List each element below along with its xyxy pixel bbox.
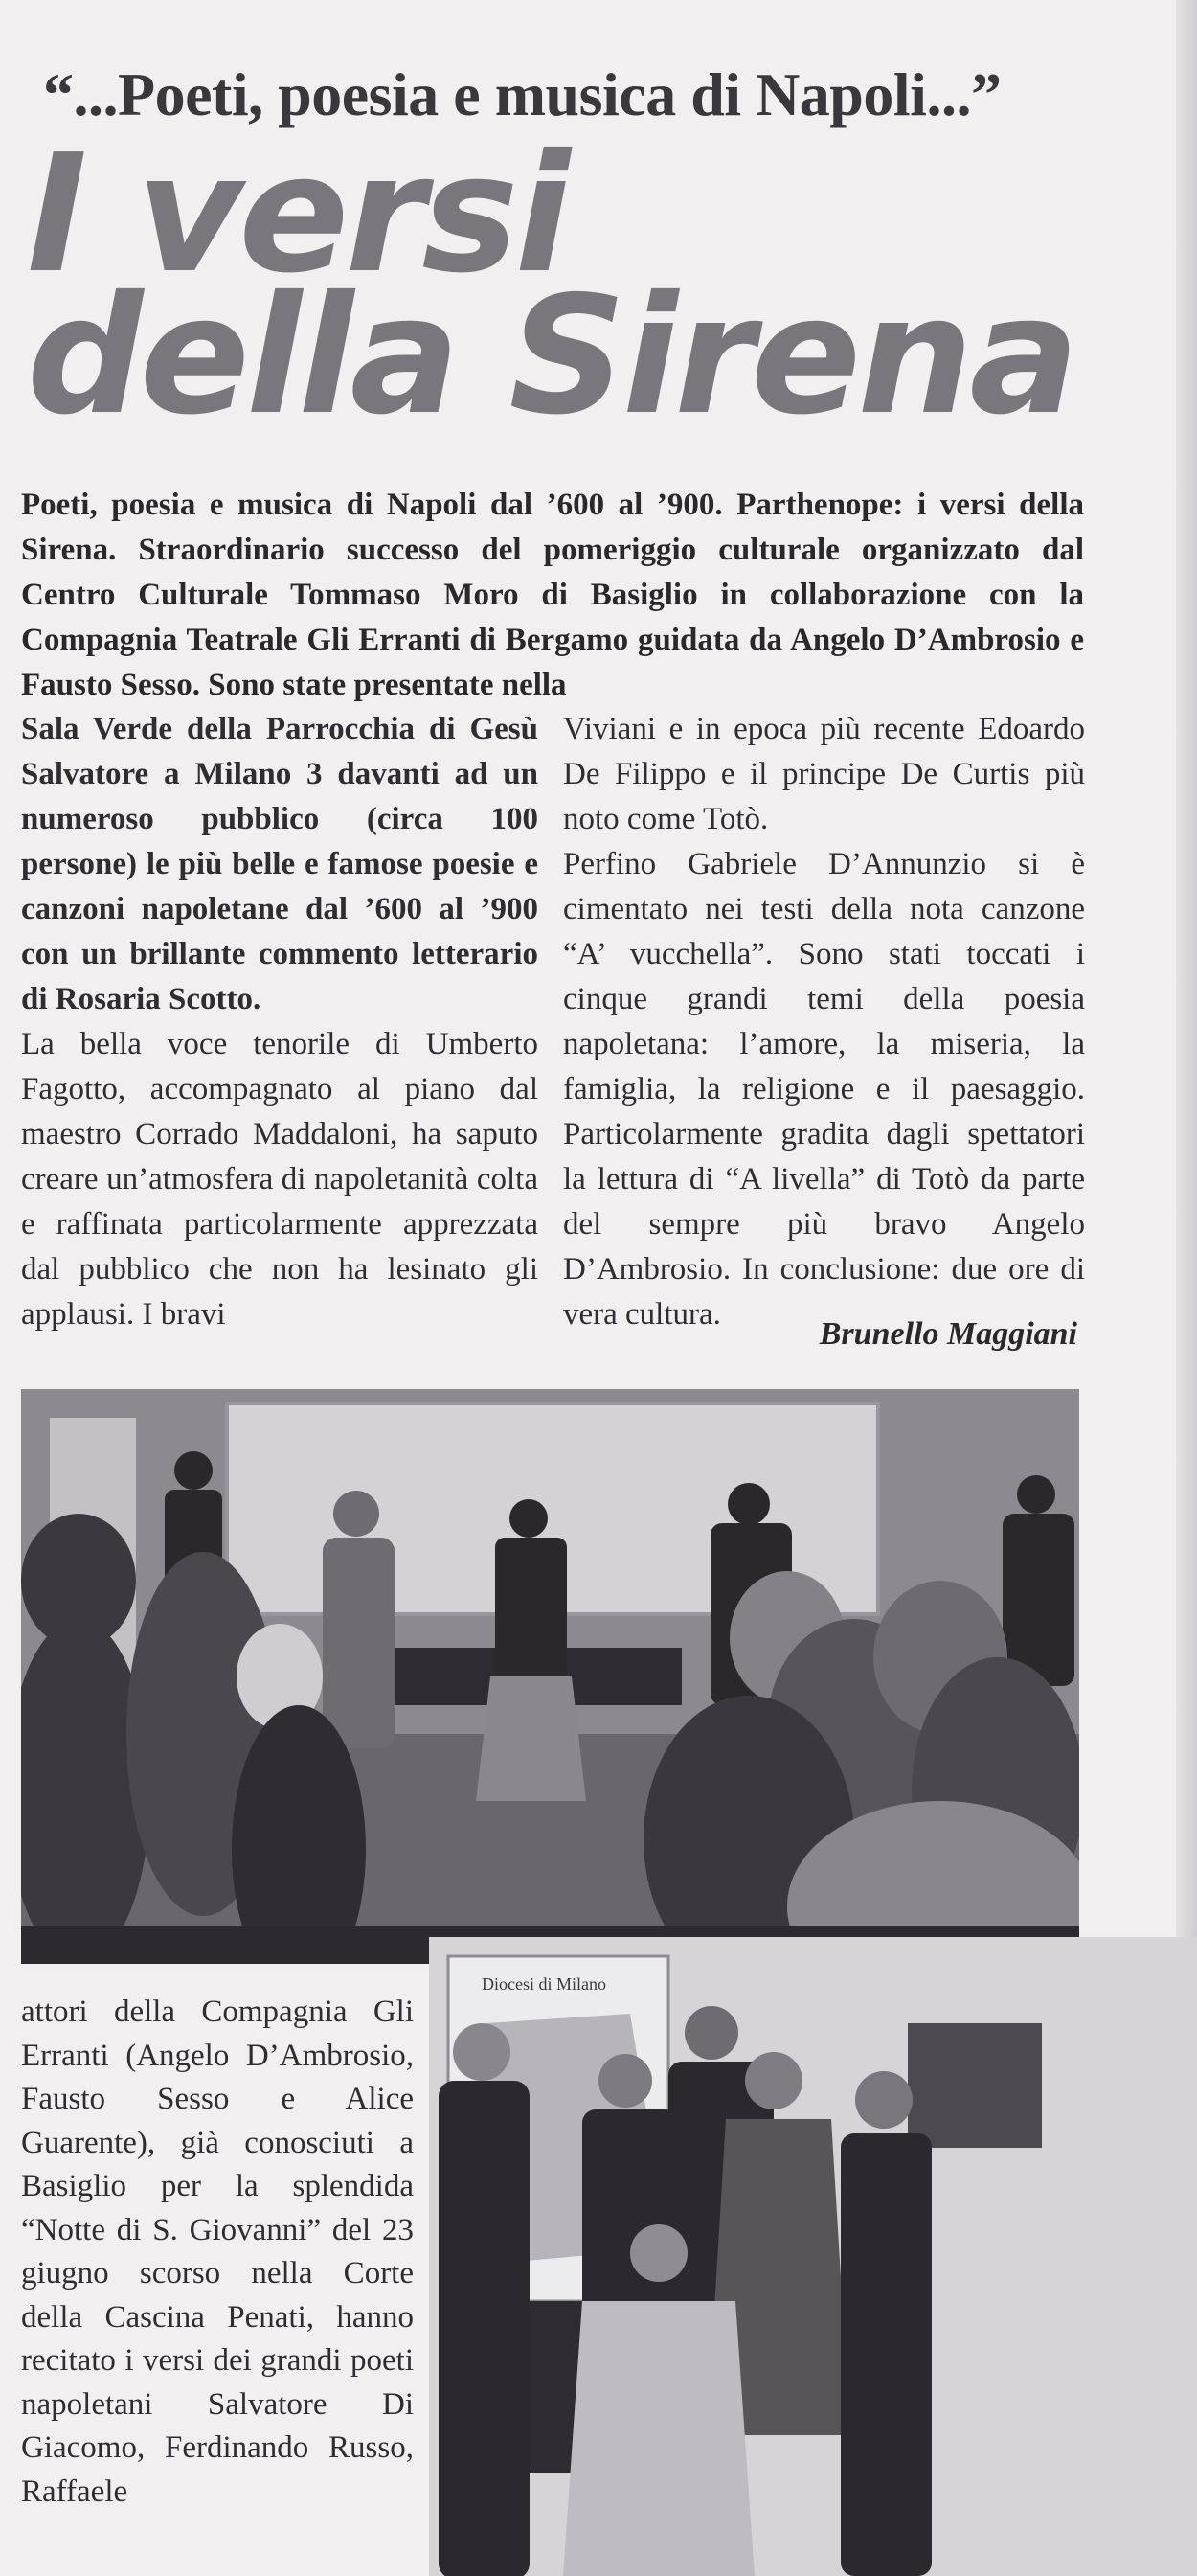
article-kicker: “...Poeti, poesia e musica di Napoli...” xyxy=(43,60,1002,128)
column-left xyxy=(21,707,538,1337)
column-bottom-left xyxy=(21,1991,414,2514)
event-photo-audience xyxy=(21,1389,1079,1964)
column-right xyxy=(563,707,1085,1337)
map-caption: Diocesi di Milano xyxy=(482,1974,606,1994)
column-right-paragraph-1: Viviani e in epoca più recente Edoardo De Filippo e il principe De Curtis più noto come Totò. xyxy=(563,712,1085,836)
article-author: Brunello Maggiani xyxy=(819,1316,1077,1352)
headline-line-2: della Sirena xyxy=(27,262,1076,451)
event-photo-group xyxy=(429,1937,1197,2576)
event-photo-audience-image xyxy=(21,1389,1079,1964)
column-left-body: La bella voce tenorile di Umberto Fagotto, accompagnato al piano dal maestro Corrado Maddaloni, ha saputo creare un’atmosfera di napoletanità colta e raffinata particolarmente apprezzata dal pubblico che non ha lesinato gli applausi. I bravi xyxy=(21,1027,538,1332)
article-lead: Poeti, poesia e musica di Napoli dal ’600 al ’900. Parthenope: i versi della Sirena. Straordinario successo del pomeriggio culturale organizzato dal Centro Culturale Tommaso Moro di Basiglio in collaborazione con la Compagnia Teatrale Gli Erranti di Bergamo guidata da Angelo D’Ambrosio e Fausto Sesso. Sono state presentate nella xyxy=(21,488,1084,702)
event-photo-group-image xyxy=(429,1937,1197,2576)
article-headline xyxy=(27,120,1128,451)
column-right-paragraph-2: Perfino Gabriele D’Annunzio si è cimentato nei testi della nota canzone “A’ vucchella”. Sono stati toccati i cinque grandi temi della poesia napoletana: l’amore, la miseria, la famiglia, la religione e il paesaggio. Particolarmente gradita dagli spettatori la lettura di “A livella” di Totò da parte del sempre più bravo Angelo D’Ambrosio. In conclusione: due ore di vera cultura. xyxy=(563,847,1085,1332)
column-bottom-left-body: attori della Compagnia Gli Erranti (Angelo D’Ambrosio, Fausto Sesso e Alice Guarente), già conosciuti a Basiglio per la splendida “Notte di S. Giovanni” del 23 giugno scorso nella Corte della Cascina Penati, hanno recitato i versi dei grandi poeti napoletani Salvatore Di Giacomo, Ferdinando Russo, Raffaele xyxy=(21,1995,414,2509)
column-left-bold-intro: Sala Verde della Parrocchia di Gesù Salvatore a Milano 3 davanti ad un numeroso pubblico (circa 100 persone) le più belle e famose poesie e canzoni napoletane dal ’600 al ’900 con un brillante commento letterario di Rosaria Scotto. xyxy=(21,712,538,1016)
headline-line-1: I versi xyxy=(27,120,567,309)
